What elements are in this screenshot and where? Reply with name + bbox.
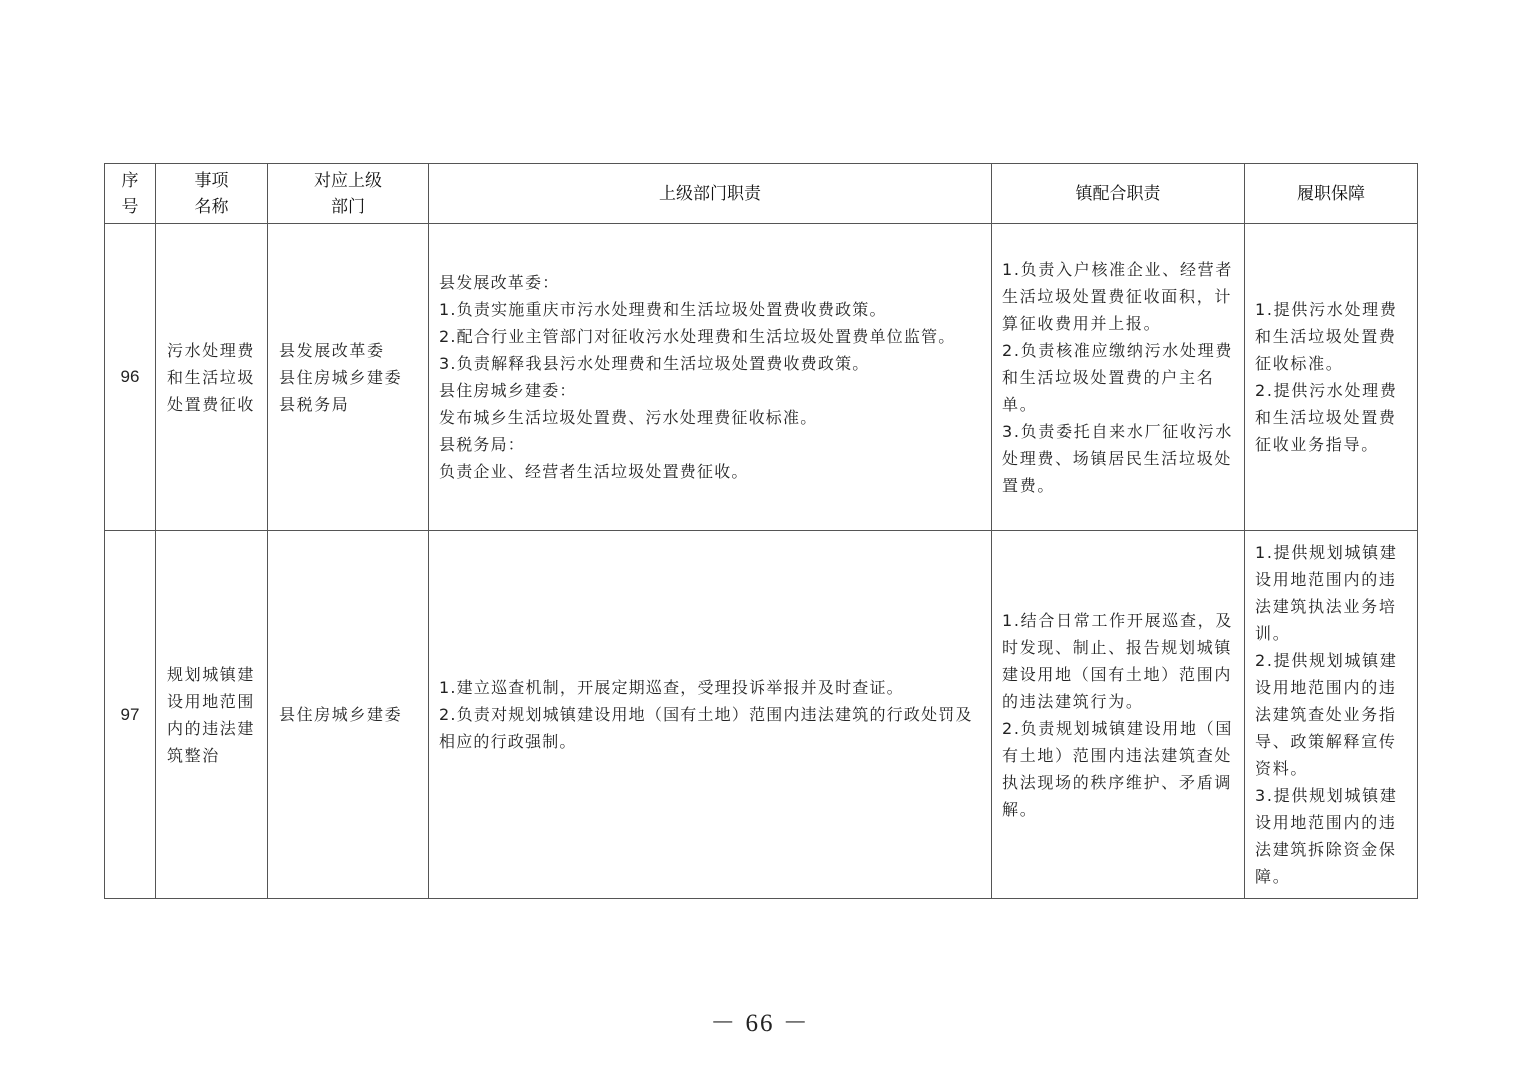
duty-line: 负责企业、经营者生活垃圾处置费征收。 <box>439 462 749 481</box>
department-item: 县住房城乡建委 <box>279 705 403 724</box>
table-row-96 <box>105 224 1418 531</box>
guarantee-line: 2.提供污水处理费和生活垃圾处置费征收业务指导。 <box>1255 381 1398 454</box>
table-row-97 <box>105 531 1418 899</box>
duty-line: 3.负责解释我县污水处理费和生活垃圾处置费收费政策。 <box>439 354 870 373</box>
row-number: 96 <box>105 224 156 531</box>
duty-table <box>104 163 1418 899</box>
superior-duties <box>429 224 992 531</box>
town-duty-line: 2.负责规划城镇建设用地（国有土地）范围内违法建筑查处执法现场的秩序维护、矛盾调解。 <box>1002 718 1234 819</box>
town-duty-line: 1.负责入户核准企业、经营者生活垃圾处置费征收面积，计算征收费用并上报。 <box>1002 259 1234 333</box>
header-no-line1: 序 <box>121 170 139 190</box>
town-duty-line: 3.负责委托自来水厂征收污水处理费、场镇居民生活垃圾处置费。 <box>1002 421 1234 495</box>
header-duty: 上级部门职责 <box>429 164 992 224</box>
header-no-line2: 号 <box>121 196 139 216</box>
page-number: － 66 － <box>710 1010 810 1037</box>
department-item: 县税务局 <box>279 394 350 414</box>
header-guarantee: 履职保障 <box>1245 164 1418 224</box>
town-duty-line: 2.负责核准应缴纳污水处理费和生活垃圾处置费的户主名单。 <box>1002 340 1234 414</box>
header-no <box>105 164 156 224</box>
header-dept-line1: 对应上级 <box>314 170 382 190</box>
guarantee-line: 1.提供污水处理费和生活垃圾处置费征收标准。 <box>1255 300 1398 373</box>
header-town: 镇配合职责 <box>992 164 1245 224</box>
header-dept-line2: 部门 <box>331 196 365 216</box>
duty-line: 2.负责对规划城镇建设用地（国有土地）范围内违法建筑的行政处罚及相应的行政强制。 <box>439 705 973 751</box>
header-name-line1: 事项 <box>194 170 229 190</box>
guarantee-line: 1.提供规划城镇建设用地范围内的违法建筑执法业务培训。 <box>1255 543 1398 643</box>
duty-line: 2.配合行业主管部门对征收污水处理费和生活垃圾处置费单位监管。 <box>439 327 956 346</box>
header-name <box>156 164 268 224</box>
department-item: 县住房城乡建委 <box>279 367 403 387</box>
item-name: 污水处理费和生活垃圾处置费征收 <box>156 224 268 531</box>
guarantee <box>1245 224 1418 531</box>
item-name: 规划城镇建设用地范围内的违法建筑整治 <box>156 531 268 899</box>
row-number: 97 <box>105 531 156 899</box>
department-list <box>268 531 429 899</box>
header-name-line2: 名称 <box>194 196 229 216</box>
guarantee <box>1245 531 1418 899</box>
superior-duties <box>429 531 992 899</box>
duty-line: 1.建立巡查机制，开展定期巡查，受理投诉举报并及时查证。 <box>439 678 904 697</box>
duty-line: 县发展改革委： <box>439 273 560 292</box>
header-row <box>105 164 1418 224</box>
duty-line: 县住房城乡建委： <box>439 381 577 400</box>
guarantee-line: 3.提供规划城镇建设用地范围内的违法建筑拆除资金保障。 <box>1255 786 1398 886</box>
town-duties <box>992 224 1245 531</box>
town-duties <box>992 531 1245 899</box>
duty-line: 1.负责实施重庆市污水处理费和生活垃圾处置费收费政策。 <box>439 300 887 319</box>
department-list <box>268 224 429 531</box>
duty-line: 发布城乡生活垃圾处置费、污水处理费征收标准。 <box>439 408 818 427</box>
guarantee-line: 2.提供规划城镇建设用地范围内的违法建筑查处业务指导、政策解释宣传资料。 <box>1255 651 1398 778</box>
town-duty-line: 1.结合日常工作开展巡查，及时发现、制止、报告规划城镇建设用地（国有土地）范围内的违法建筑行为。 <box>1002 610 1234 711</box>
department-item: 县发展改革委 <box>279 340 385 360</box>
duty-line: 县税务局： <box>439 435 526 454</box>
header-dept <box>268 164 429 224</box>
